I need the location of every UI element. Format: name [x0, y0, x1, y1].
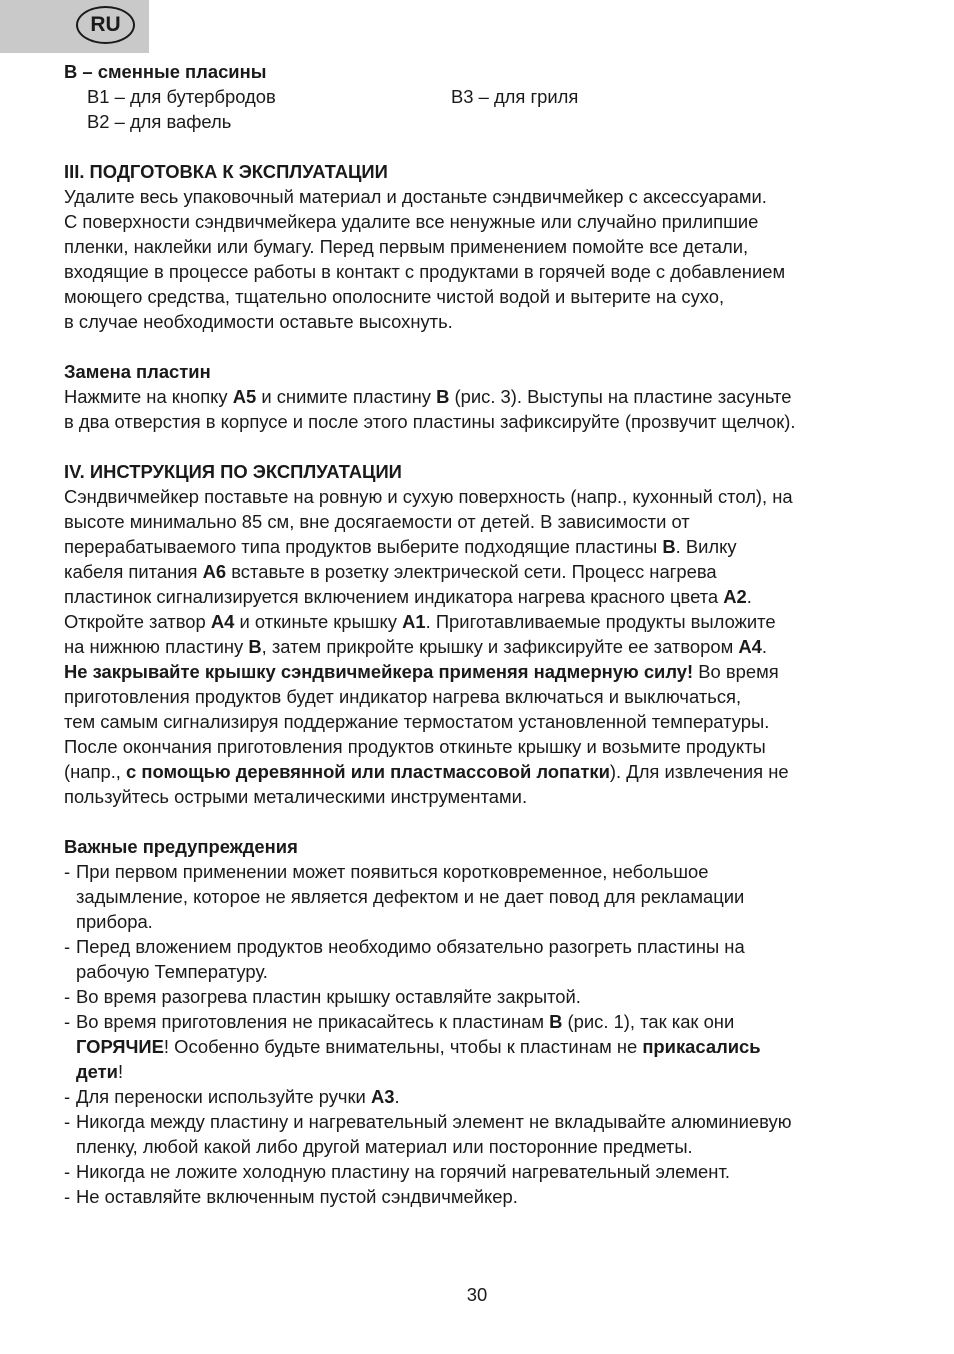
warning-item: - При первом применении может появиться коротковременное, небольшое задымление, которое не является дефектом и не дает повод для рекламации прибора.	[64, 861, 745, 932]
section-4-line: (напр., с помощью деревянной или пластмассовой лопатки). Для извлечения не	[64, 761, 789, 782]
warning-item: - Никогда между пластину и нагревательный элемент не вкладывайте алюминиевую пленку, любой какой либо другой материал или посторонние предметы.	[64, 1111, 792, 1157]
warning-item: - Никогда не ложите холодную пластину на горячий нагревательный элемент.	[64, 1161, 730, 1182]
section-3-line: С поверхности сэндвичмейкера удалите все ненужные или случайно прилипшие	[64, 211, 759, 232]
language-tab	[0, 0, 149, 53]
warning-item: - Во время разогрева пластин крышку оставляйте закрытой.	[64, 986, 581, 1007]
plates-row	[64, 84, 894, 109]
plate-b2: B2 – для вафель	[87, 111, 232, 132]
section-4-line: Откройте затвор A4 и откиньте крышку A1. Приготавливаемые продукты выложите	[64, 611, 776, 632]
section-4-line: пользуйтесь острыми металическими инструментами.	[64, 786, 528, 807]
section-3-line: входящие в процессе работы в контакт с продуктами в горячей воде с добавлением	[64, 261, 786, 282]
section-4-line: перерабатываемого типа продуктов выберите подходящие пластины B. Вилку	[64, 536, 737, 557]
replace-title: Замена пластин	[64, 361, 211, 382]
section-4-line: Не закрывайте крышку сэндвичмейкера применяя надмерную силу! Во время	[64, 661, 779, 682]
section-4-title: IV. ИНСТРУКЦИЯ ПО ЭКСПЛУАТАЦИИ	[64, 461, 402, 482]
section-3-line: моющего средства, тщательно ополосните чистой водой и вытерите на сухо,	[64, 286, 725, 307]
plate-b1: B1 – для бутербродов	[87, 86, 276, 107]
page-number: 30	[466, 1284, 488, 1305]
warning-item: - Для переноски используйте ручки A3.	[64, 1086, 400, 1107]
warning-item: - Перед вложением продуктов необходимо обязательно разогреть пластины на рабочую Температуру.	[64, 936, 745, 982]
language-badge: RU	[76, 6, 135, 44]
warning-item: - Во время приготовления не прикасайтесь к пластинам B (рис. 1), так как они ГОРЯЧИЕ! Особенно будьте внимательны, чтобы к пластинам не прикасались дети!	[64, 1011, 761, 1082]
section-4-line: пластинок сигнализируется включением индикатора нагрева красного цвета A2.	[64, 586, 752, 607]
section-3-line: пленки, наклейки или бумагу. Перед первым применением помойте все детали,	[64, 236, 749, 257]
warnings-title: Важные предупреждения	[64, 836, 298, 857]
warning-item: - Не оставляйте включенным пустой сэндвичмейкер.	[64, 1186, 518, 1207]
section-4-line: приготовления продуктов будет индикатор нагрева включаться и выключаться,	[64, 686, 742, 707]
section-4-line: После окончания приготовления продуктов откиньте крышку и возьмите продукты	[64, 736, 766, 757]
section-3-title: III. ПОДГОТОВКА К ЭКСПЛУАТАЦИИ	[64, 161, 388, 182]
replace-line: в два отверстия в корпусе и после этого пластины зафиксируйте (прозвучит щелчок).	[64, 411, 796, 432]
section-4-line: на нижнюю пластину B, затем прикройте крышку и зафиксируйте ее затвором A4.	[64, 636, 768, 657]
section-4-line: высоте минимально 85 см, вне досягаемости от детей. В зависимости от	[64, 511, 690, 532]
section-4-line: тем самым сигнализируя поддержание термостатом установленной температуры.	[64, 711, 770, 732]
replace-line: Нажмите на кнопку A5 и снимите пластину B (рис. 3). Выступы на пластине засуньте	[64, 386, 792, 407]
section-b-title: B – сменные пласины	[64, 61, 267, 82]
section-3-line: в случае необходимости оставьте высохнуть.	[64, 311, 453, 332]
plate-b3: B3 – для гриля	[451, 86, 579, 107]
section-4-line: кабеля питания A6 вставьте в розетку электрической сети. Процесс нагрева	[64, 561, 717, 582]
section-3-line: Удалите весь упаковочный материал и достаньте сэндвичмейкер с аксессуарами.	[64, 186, 767, 207]
page-content	[64, 59, 894, 1209]
section-4-line: Сэндвичмейкер поставьте на ровную и сухую поверхность (напр., кухонный стол), на	[64, 486, 793, 507]
